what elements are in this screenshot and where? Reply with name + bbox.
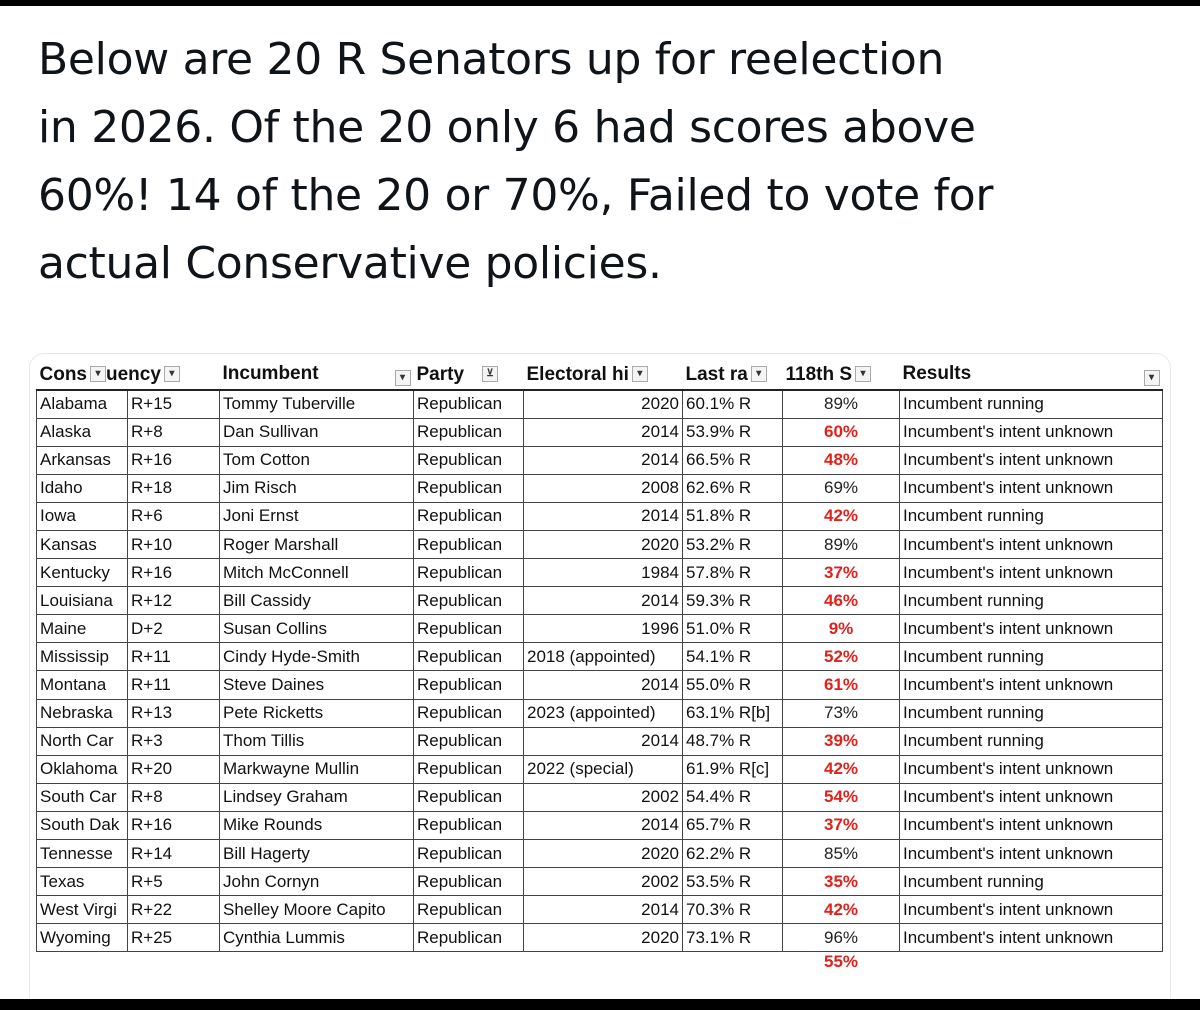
cell-result[interactable]: Incumbent's intent unknown [900,530,1163,558]
cell-party[interactable]: Republican [414,643,524,671]
cell-electoral-history[interactable]: 2014 [524,811,683,839]
cell-party[interactable]: Republican [414,840,524,868]
cell-score[interactable]: 54% [783,783,900,811]
cell-last-race[interactable]: 51.0% R [683,615,783,643]
cell-state[interactable]: Arkansas [37,446,128,474]
cell-score[interactable]: 42% [783,502,900,530]
table-row [37,868,1163,896]
cell-last-race[interactable]: 59.3% R [683,587,783,615]
cell-result[interactable]: Incumbent's intent unknown [900,671,1163,699]
cell-electoral-history[interactable]: 2014 [524,587,683,615]
cell-state[interactable]: Iowa [37,502,128,530]
cell-pvi[interactable]: R+11 [128,643,220,671]
total-row [37,952,1163,973]
header-incumbent-label: Incumbent [222,363,319,384]
filter-dropdown-icon[interactable]: ▾ [90,366,106,382]
cell-state[interactable]: Kentucky [37,559,128,587]
cell-state[interactable]: West Virgi [37,896,128,924]
cell-last-race[interactable]: 65.7% R [683,811,783,839]
table-row [37,896,1163,924]
senators-table [36,360,1163,972]
cell-last-race[interactable]: 54.4% R [683,783,783,811]
cell-result[interactable]: Incumbent's intent unknown [900,474,1163,502]
cell-electoral-history[interactable]: 1984 [524,559,683,587]
cell-pvi[interactable]: R+10 [128,530,220,558]
cell-score[interactable]: 89% [783,390,900,418]
cell-result[interactable]: Incumbent's intent unknown [900,783,1163,811]
cell-pvi[interactable]: R+8 [128,783,220,811]
header-constituency-label: Cons [39,363,87,385]
tweet-line: in 2026. Of the 20 only 6 had scores above [38,102,976,153]
cell-incumbent[interactable]: Jim Risch [220,474,414,502]
header-118th-score[interactable] [783,360,900,390]
cell-incumbent[interactable]: Markwayne Mullin [220,755,414,783]
cell-incumbent[interactable]: Pete Ricketts [220,699,414,727]
header-last-race[interactable] [683,360,783,390]
header-incumbent[interactable] [220,360,414,390]
table-row [37,643,1163,671]
filter-dropdown-icon[interactable]: ▾ [1144,370,1160,386]
cell-result[interactable]: Incumbent's intent unknown [900,615,1163,643]
cell-score[interactable]: 52% [783,643,900,671]
empty-cell [414,952,524,973]
cell-electoral-history[interactable]: 2014 [524,418,683,446]
cell-incumbent[interactable]: Tom Cotton [220,446,414,474]
filter-dropdown-icon[interactable]: ▾ [855,366,871,382]
cell-last-race[interactable]: 62.6% R [683,474,783,502]
cell-state[interactable]: Alabama [37,390,128,418]
cell-score[interactable]: 48% [783,446,900,474]
cell-state[interactable]: Louisiana [37,587,128,615]
cell-pvi[interactable]: R+5 [128,868,220,896]
cell-incumbent[interactable]: Steve Daines [220,671,414,699]
tweet-text [38,26,1168,298]
cell-state[interactable]: Tennesse [37,840,128,868]
cell-state[interactable]: Maine [37,615,128,643]
cell-pvi[interactable]: R+13 [128,699,220,727]
cell-party[interactable]: Republican [414,390,524,418]
header-party-label: Party [416,363,465,385]
cell-incumbent[interactable]: Roger Marshall [220,530,414,558]
table-row [37,699,1163,727]
cell-last-race[interactable]: 60.1% R [683,390,783,418]
table-row [37,587,1163,615]
tweet-line: actual Conservative policies. [38,238,662,289]
cell-incumbent[interactable]: Mike Rounds [220,811,414,839]
header-electoral-label: Electoral hi [526,363,629,385]
table-row [37,418,1163,446]
cell-incumbent[interactable]: Susan Collins [220,615,414,643]
cell-electoral-history[interactable]: 2020 [524,840,683,868]
table-row [37,783,1163,811]
cell-electoral-history[interactable]: 2018 (appointed) [524,643,683,671]
cell-score[interactable]: 42% [783,755,900,783]
cell-pvi[interactable]: R+14 [128,840,220,868]
cell-state[interactable]: South Car [37,783,128,811]
cell-state[interactable]: Montana [37,671,128,699]
cell-incumbent[interactable]: Lindsey Graham [220,783,414,811]
cell-last-race[interactable]: 53.9% R [683,418,783,446]
cell-result[interactable]: Incumbent running [900,727,1163,755]
cell-incumbent[interactable]: Cynthia Lummis [220,924,414,952]
cell-state[interactable]: Mississip [37,643,128,671]
total-score: 55% [823,952,859,972]
cell-party[interactable]: Republican [414,587,524,615]
cell-result[interactable]: Incumbent's intent unknown [900,755,1163,783]
table-row [37,755,1163,783]
cell-pvi[interactable]: R+20 [128,755,220,783]
cell-score[interactable]: 39% [783,727,900,755]
cell-state[interactable]: Kansas [37,530,128,558]
cell-party[interactable]: Republican [414,530,524,558]
header-results-label: Results [902,363,972,384]
cell-pvi[interactable]: R+15 [128,390,220,418]
bottom-border [0,999,1200,1010]
cell-score[interactable]: 35% [783,868,900,896]
cell-incumbent[interactable]: Dan Sullivan [220,418,414,446]
filter-dropdown-icon[interactable]: ▾ [751,366,767,382]
cell-score[interactable]: 96% [783,924,900,952]
cell-party[interactable]: Republican [414,615,524,643]
cell-electoral-history[interactable]: 2020 [524,530,683,558]
filter-dropdown-icon[interactable]: ▾ [632,366,648,382]
cell-last-race[interactable]: 66.5% R [683,446,783,474]
cell-electoral-history[interactable]: 2002 [524,868,683,896]
header-row [37,360,1163,390]
empty-cell [37,952,128,973]
header-results[interactable] [900,360,1163,390]
cell-party[interactable]: Republican [414,783,524,811]
cell-score[interactable]: 37% [783,811,900,839]
cell-state[interactable]: North Car [37,727,128,755]
cell-state[interactable]: Alaska [37,418,128,446]
cell-result[interactable]: Incumbent running [900,390,1163,418]
cell-pvi[interactable]: R+22 [128,896,220,924]
cell-pvi[interactable]: R+11 [128,671,220,699]
cell-result[interactable]: Incumbent's intent unknown [900,418,1163,446]
cell-last-race[interactable]: 57.8% R [683,559,783,587]
cell-electoral-history[interactable]: 2014 [524,671,683,699]
cell-state[interactable]: South Dak [37,811,128,839]
table-row [37,811,1163,839]
filter-active-icon[interactable]: ⊻ [482,366,498,382]
cell-incumbent[interactable]: Bill Cassidy [220,587,414,615]
table-row [37,390,1163,418]
cell-result[interactable]: Incumbent running [900,587,1163,615]
cell-score[interactable]: 61% [783,671,900,699]
cell-party[interactable]: Republican [414,418,524,446]
cell-electoral-history[interactable]: 2020 [524,390,683,418]
cell-last-race[interactable]: 62.2% R [683,840,783,868]
cell-state[interactable]: Texas [37,868,128,896]
cell-electoral-history[interactable]: 2014 [524,896,683,924]
cell-score[interactable]: 85% [783,840,900,868]
cell-party[interactable]: Republican [414,699,524,727]
header-score-label: 118th S [785,363,853,385]
cell-electoral-history[interactable]: 2008 [524,474,683,502]
table-row [37,474,1163,502]
table-row [37,727,1163,755]
cell-pvi[interactable]: R+16 [128,446,220,474]
cell-pvi[interactable]: R+25 [128,924,220,952]
table-row [37,502,1163,530]
cell-result[interactable]: Incumbent running [900,502,1163,530]
cell-party[interactable]: Republican [414,924,524,952]
cell-result[interactable]: Incumbent running [900,699,1163,727]
cell-electoral-history[interactable]: 2020 [524,924,683,952]
cell-electoral-history[interactable]: 2014 [524,502,683,530]
cell-electoral-history[interactable]: 2023 (appointed) [524,699,683,727]
cell-incumbent[interactable]: Thom Tillis [220,727,414,755]
cell-score[interactable]: 9% [783,615,900,643]
cell-last-race[interactable]: 53.5% R [683,868,783,896]
cell-electoral-history[interactable]: 1996 [524,615,683,643]
cell-score[interactable]: 46% [783,587,900,615]
table-row [37,840,1163,868]
empty-cell [900,952,1163,973]
header-constituency[interactable] [37,360,220,390]
cell-electoral-history[interactable]: 2002 [524,783,683,811]
cell-state[interactable]: Wyoming [37,924,128,952]
cell-score[interactable]: 37% [783,559,900,587]
cell-score[interactable]: 89% [783,530,900,558]
cell-party[interactable]: Republican [414,671,524,699]
filter-dropdown-icon[interactable]: ▾ [164,366,180,382]
cell-result[interactable]: Incumbent's intent unknown [900,924,1163,952]
cell-last-race[interactable]: 53.2% R [683,530,783,558]
cell-pvi[interactable]: R+16 [128,559,220,587]
cell-party[interactable]: Republican [414,896,524,924]
cell-state[interactable]: Nebraska [37,699,128,727]
cell-party[interactable]: Republican [414,474,524,502]
cell-result[interactable]: Incumbent's intent unknown [900,446,1163,474]
header-last-label: Last ra [685,363,748,385]
table-row [37,559,1163,587]
cell-score[interactable]: 42% [783,896,900,924]
header-constituency-tail: uency [106,363,161,385]
cell-party[interactable]: Republican [414,502,524,530]
header-electoral-history[interactable] [524,360,683,390]
cell-state[interactable]: Idaho [37,474,128,502]
top-border [0,0,1200,6]
cell-electoral-history[interactable]: 2014 [524,446,683,474]
cell-incumbent[interactable]: Joni Ernst [220,502,414,530]
cell-result[interactable]: Incumbent's intent unknown [900,559,1163,587]
cell-result[interactable]: Incumbent's intent unknown [900,896,1163,924]
cell-electoral-history[interactable]: 2022 (special) [524,755,683,783]
empty-cell [220,952,414,973]
cell-incumbent[interactable]: Tommy Tuberville [220,390,414,418]
cell-pvi[interactable]: D+2 [128,615,220,643]
empty-cell [524,952,683,973]
cell-result[interactable]: Incumbent's intent unknown [900,840,1163,868]
cell-pvi[interactable]: R+18 [128,474,220,502]
table-row [37,671,1163,699]
header-party[interactable] [414,360,524,390]
cell-score[interactable]: 60% [783,418,900,446]
cell-last-race[interactable]: 48.7% R [683,727,783,755]
cell-pvi[interactable]: R+3 [128,727,220,755]
cell-electoral-history[interactable]: 2014 [524,727,683,755]
cell-party[interactable]: Republican [414,868,524,896]
filter-dropdown-icon[interactable]: ▾ [395,370,411,386]
cell-party[interactable]: Republican [414,446,524,474]
cell-party[interactable]: Republican [414,755,524,783]
cell-state[interactable]: Oklahoma [37,755,128,783]
cell-party[interactable]: Republican [414,559,524,587]
empty-cell [128,952,220,973]
cell-pvi[interactable]: R+8 [128,418,220,446]
table-row [37,924,1163,952]
table-row [37,615,1163,643]
cell-last-race[interactable]: 51.8% R [683,502,783,530]
tweet-line: Below are 20 R Senators up for reelection [38,34,945,85]
cell-result[interactable]: Incumbent's intent unknown [900,811,1163,839]
cell-last-race[interactable]: 54.1% R [683,643,783,671]
table-row [37,446,1163,474]
cell-pvi[interactable]: R+16 [128,811,220,839]
cell-pvi[interactable]: R+6 [128,502,220,530]
cell-incumbent[interactable]: Shelley Moore Capito [220,896,414,924]
cell-last-race[interactable]: 63.1% R[b] [683,699,783,727]
table-row [37,530,1163,558]
cell-incumbent[interactable]: Mitch McConnell [220,559,414,587]
cell-incumbent[interactable]: Cindy Hyde-Smith [220,643,414,671]
cell-incumbent[interactable]: John Cornyn [220,868,414,896]
cell-incumbent[interactable]: Bill Hagerty [220,840,414,868]
cell-result[interactable]: Incumbent running [900,868,1163,896]
cell-party[interactable]: Republican [414,727,524,755]
cell-last-race[interactable]: 55.0% R [683,671,783,699]
tweet-line: 60%! 14 of the 20 or 70%, Failed to vote for [38,170,994,221]
cell-score[interactable]: 69% [783,474,900,502]
empty-cell [683,952,783,973]
cell-pvi[interactable]: R+12 [128,587,220,615]
cell-party[interactable]: Republican [414,811,524,839]
cell-result[interactable]: Incumbent running [900,643,1163,671]
cell-last-race[interactable]: 73.1% R [683,924,783,952]
cell-last-race[interactable]: 70.3% R [683,896,783,924]
cell-last-race[interactable]: 61.9% R[c] [683,755,783,783]
cell-score[interactable]: 73% [783,699,900,727]
